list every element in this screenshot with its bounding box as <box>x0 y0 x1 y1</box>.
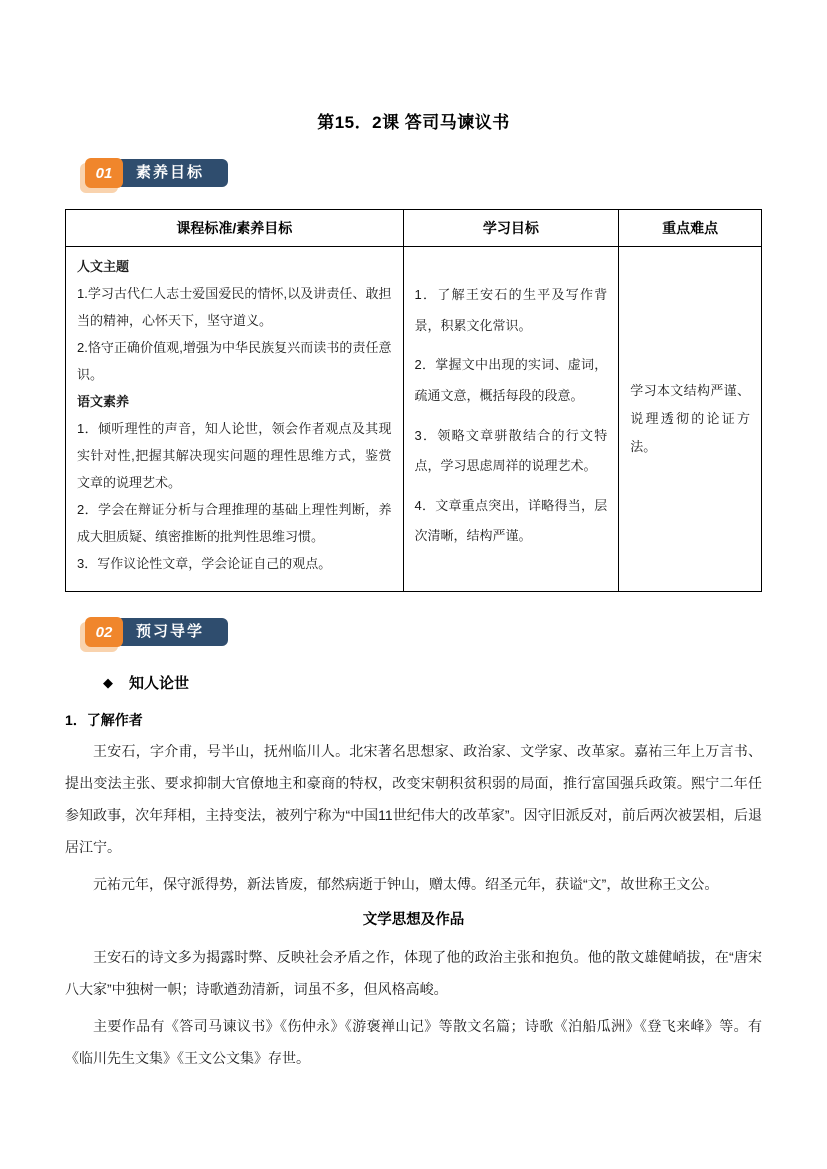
standards-item: 3．写作议论性文章，学会论证自己的观点。 <box>77 556 332 572</box>
learning-goal-item: 2．掌握文中出现的实词、虚词，疏通文意，概括每段的段意。 <box>414 357 608 403</box>
standards-item: 1.学习古代仁人志士爱国爱民的情怀,以及讲责任、敢担当的精神，心怀天下，坚守道义。 <box>77 286 392 329</box>
badge-label-suyang-mubiao: 素养目标 <box>116 159 228 187</box>
subsection-zhiren-lunshi <box>65 672 762 693</box>
standards-subhead-literacy: 语文素养 <box>77 394 130 410</box>
literature-heading: 文学思想及作品 <box>362 912 465 928</box>
page-title: 第15．2课 答司马谏议书 <box>317 113 510 132</box>
badge-number-01: 01 <box>85 158 123 188</box>
header-cell-learning-goals: 学习目标 <box>403 210 619 247</box>
goals-table <box>65 209 762 592</box>
section-badge-01 <box>85 157 762 189</box>
cell-standards <box>66 247 404 592</box>
learning-goal-item: 1．了解王安石的生平及写作背景，积累文化常识。 <box>414 287 608 333</box>
author-paragraph-2: 元祐元年，保守派得势，新法皆废，郁然病逝于钟山，赠太傅。绍圣元年，获谥“文”，故世称王文公。 <box>93 876 719 892</box>
standards-item: 2．学会在辩证分析与合理推理的基础上理性判断，养成大胆质疑、缜密推断的批判性思维习惯。 <box>77 502 392 545</box>
cell-learning-goals <box>403 247 619 592</box>
author-paragraph-1: 王安石，字介甫，号半山，抚州临川人。北宋著名思想家、政治家、文学家、改革家。嘉祐三年上万言书、提出变法主张、要求抑制大官僚地主和豪商的特权，改变宋朝积贫积弱的局面，推行富国强兵政策。熙宁二年任参知政事，次年拜相，主持变法，被列宁称为“中国11世纪伟大的改革家”。因守旧派反对，前后两次被罢相，后退居江宁。 <box>65 743 762 855</box>
key-difficulty-text: 学习本文结构严谨、说理透彻的论证方法。 <box>630 383 750 454</box>
standards-item: 2.恪守正确价值观,增强为中华民族复兴而读书的责任意识。 <box>77 340 392 383</box>
subsection-title: 知人论世 <box>129 675 190 692</box>
learning-goal-item: 4．文章重点突出，详略得当，层次清晰，结构严谨。 <box>414 497 608 544</box>
standards-subhead-humanities: 人文主题 <box>77 259 130 274</box>
author-heading: 1．了解作者 <box>65 712 143 728</box>
standards-item: 1．倾听理性的声音，知人论世，领会作者观点及其现实针对性,把握其解决现实问题的理性思维方式，鉴赏文章的说理艺术。 <box>77 421 392 491</box>
header-cell-standards: 课程标准/素养目标 <box>66 210 404 247</box>
learning-goal-item: 3．领略文章骈散结合的行文特点，学习思虑周祥的说理艺术。 <box>414 427 608 474</box>
badge-number-02: 02 <box>85 617 123 647</box>
table-header-row <box>66 210 762 247</box>
literature-paragraph-1: 王安石的诗文多为揭露时弊、反映社会矛盾之作，体现了他的政治主张和抱负。他的散文雄健峭拔，在“唐宋八大家”中独树一帜；诗歌遒劲清新，词虽不多，但风格高峻。 <box>65 949 762 997</box>
cell-key-difficulty <box>619 247 762 592</box>
section-badge-02 <box>85 616 762 648</box>
badge-label-yuxi-daoxue: 预习导学 <box>116 618 228 646</box>
literature-paragraph-2: 主要作品有《答司马谏议书》《伤仲永》《游褒禅山记》等散文名篇；诗歌《泊船瓜洲》《登飞来峰》等。有《临川先生文集》《王文公文集》存世。 <box>65 1018 762 1066</box>
header-cell-key-difficulty: 重点难点 <box>619 210 762 247</box>
table-body-row <box>66 247 762 592</box>
diamond-icon: ◆ <box>103 674 113 690</box>
